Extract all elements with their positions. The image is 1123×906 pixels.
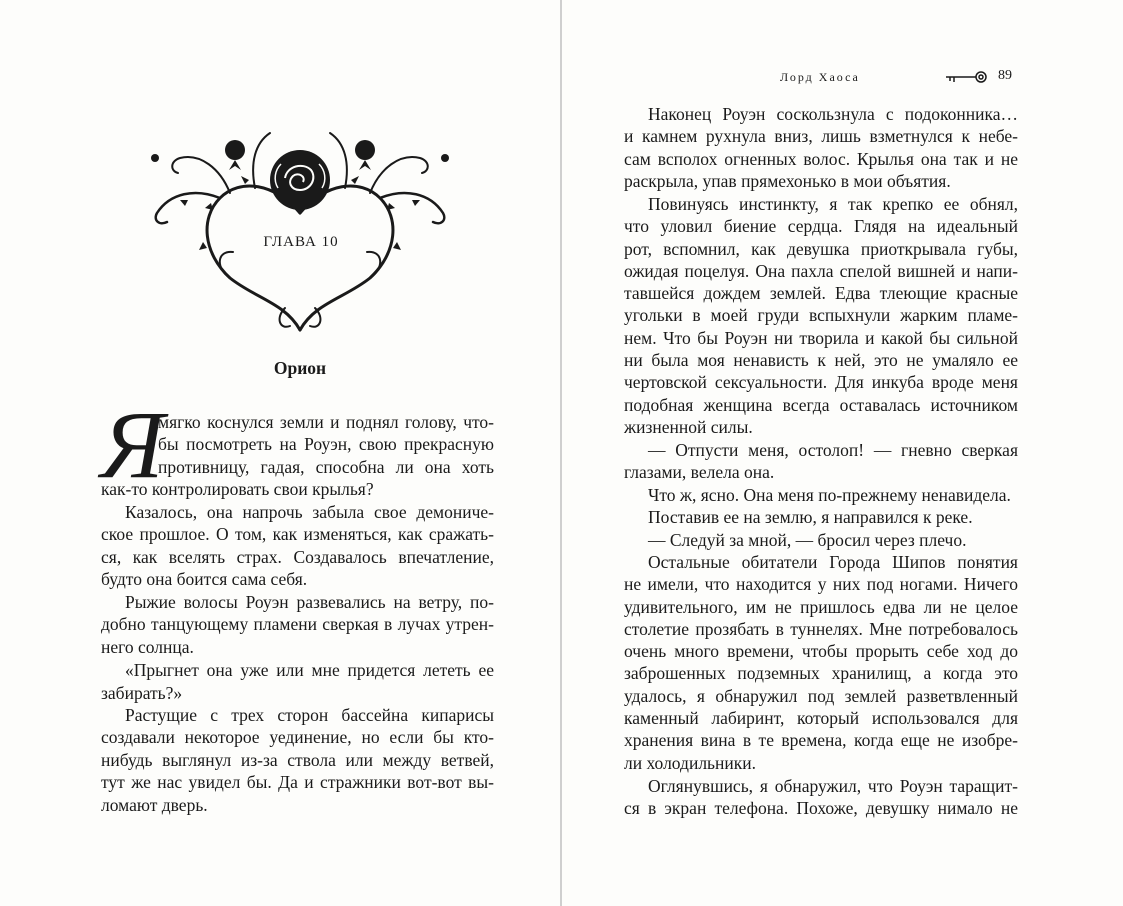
body-paragraph: жизненной силы. (624, 417, 753, 437)
body-paragraph: Поставив ее на землю, я направился к реке. (648, 507, 973, 527)
body-paragraph: него солнца. (101, 637, 194, 657)
body-paragraph: Казалось, она напрочь забыла свое демониче- ское прошлое. О том, как изменяться, как сражать- ся, как вселять страх. Создавалось впечатление, (101, 502, 494, 567)
body-paragraph: ломают дверь. (101, 795, 208, 815)
page-number: 89 (998, 68, 1012, 83)
body-paragraph: Оглянувшись, я обнаружил, что Роуэн таращит- ся в экран телефона. Похоже, девушку нимало не (624, 776, 1018, 819)
body-paragraph: как-то контролировать свои крылья? (101, 479, 374, 499)
rose-thorn-heart-ornament-icon (145, 118, 455, 338)
body-paragraph: — Отпусти меня, остолоп! — гневно сверкая (648, 440, 1018, 460)
body-paragraph: раскрыла, упав прямехонько в мои объятия. (624, 171, 951, 191)
body-paragraph: Повинуясь инстинкту, я так крепко ее обнял, что уловил биение сердца. Глядя на идеальный рот, вспомнил, как девушка приоткрывала губы, ожидая поцелуя. Она пахла спелой вишней и напи- тавшейся дождем землей. Едва тлеющие красные угольки в моей груди вспыхнули жарким пламе- нем. Что бы Роуэн ни творила и какой бы сильной ни была моя ненависть к ней, это не умаляло ее чертовской сексуальности. Для инкуба вроде меня подобная женщина всегда оставалась источником (624, 194, 1018, 415)
body-paragraph: — Следуй за мной, — бросил через плечо. (648, 530, 967, 550)
ornamental-key-icon (944, 69, 988, 85)
drop-cap: Я (101, 391, 165, 498)
body-paragraph: глазами, велела она. (624, 462, 775, 482)
chapter-title: Орион (273, 358, 327, 378)
body-paragraph: мягко коснулся земли и поднял голову, что- бы посмотреть на Роуэн, свою прекрасную противницу, гадая, способна ли она хоть (158, 412, 494, 477)
body-paragraph: Наконец Роуэн соскользнула с подоконника… и камнем рухнула вниз, лишь взметнулся к небе- сам всполох огненных волос. Крылья она так и не (624, 104, 1018, 169)
body-paragraph: забирать?» (101, 683, 183, 703)
body-paragraph: будто она боится сама себя. (101, 569, 308, 589)
body-paragraph: «Прыгнет она уже или мне придется лететь ее (125, 660, 494, 680)
body-paragraph: Рыжие волосы Роуэн развевались на ветру, по- добно танцующему пламени сверкая в лучах утрен- (101, 592, 494, 635)
running-header: Лорд Хаоса (780, 70, 860, 84)
body-paragraph: Что ж, ясно. Она меня по-прежнему ненавидела. (648, 485, 1011, 505)
body-paragraph: ли холодильники. (624, 753, 757, 773)
body-paragraph: Остальные обитатели Города Шипов понятия не имели, что находится у них под ногами. Ничего удивительного, им не пришлось едва ли не целое столетие прозябать в туннелях. Мне потребовалось очень много времени, чтобы прорыть себе ход до заброшенных подземных хранилищ, а когда это удалось, я обнаружил под землей разветвленный каменный лабиринт, который использовался для хранения вина в те времена, когда еще не изобре- (624, 552, 1018, 751)
body-paragraph: Растущие с трех сторон бассейна кипарисы создавали некоторое уединение, но если бы кто- нибудь выглянул из-за ствола или между ветвей, тут же нас увидел бы. Да и стражники вот-вот вы- (101, 705, 494, 792)
chapter-label: ГЛАВА 10 (263, 234, 339, 250)
